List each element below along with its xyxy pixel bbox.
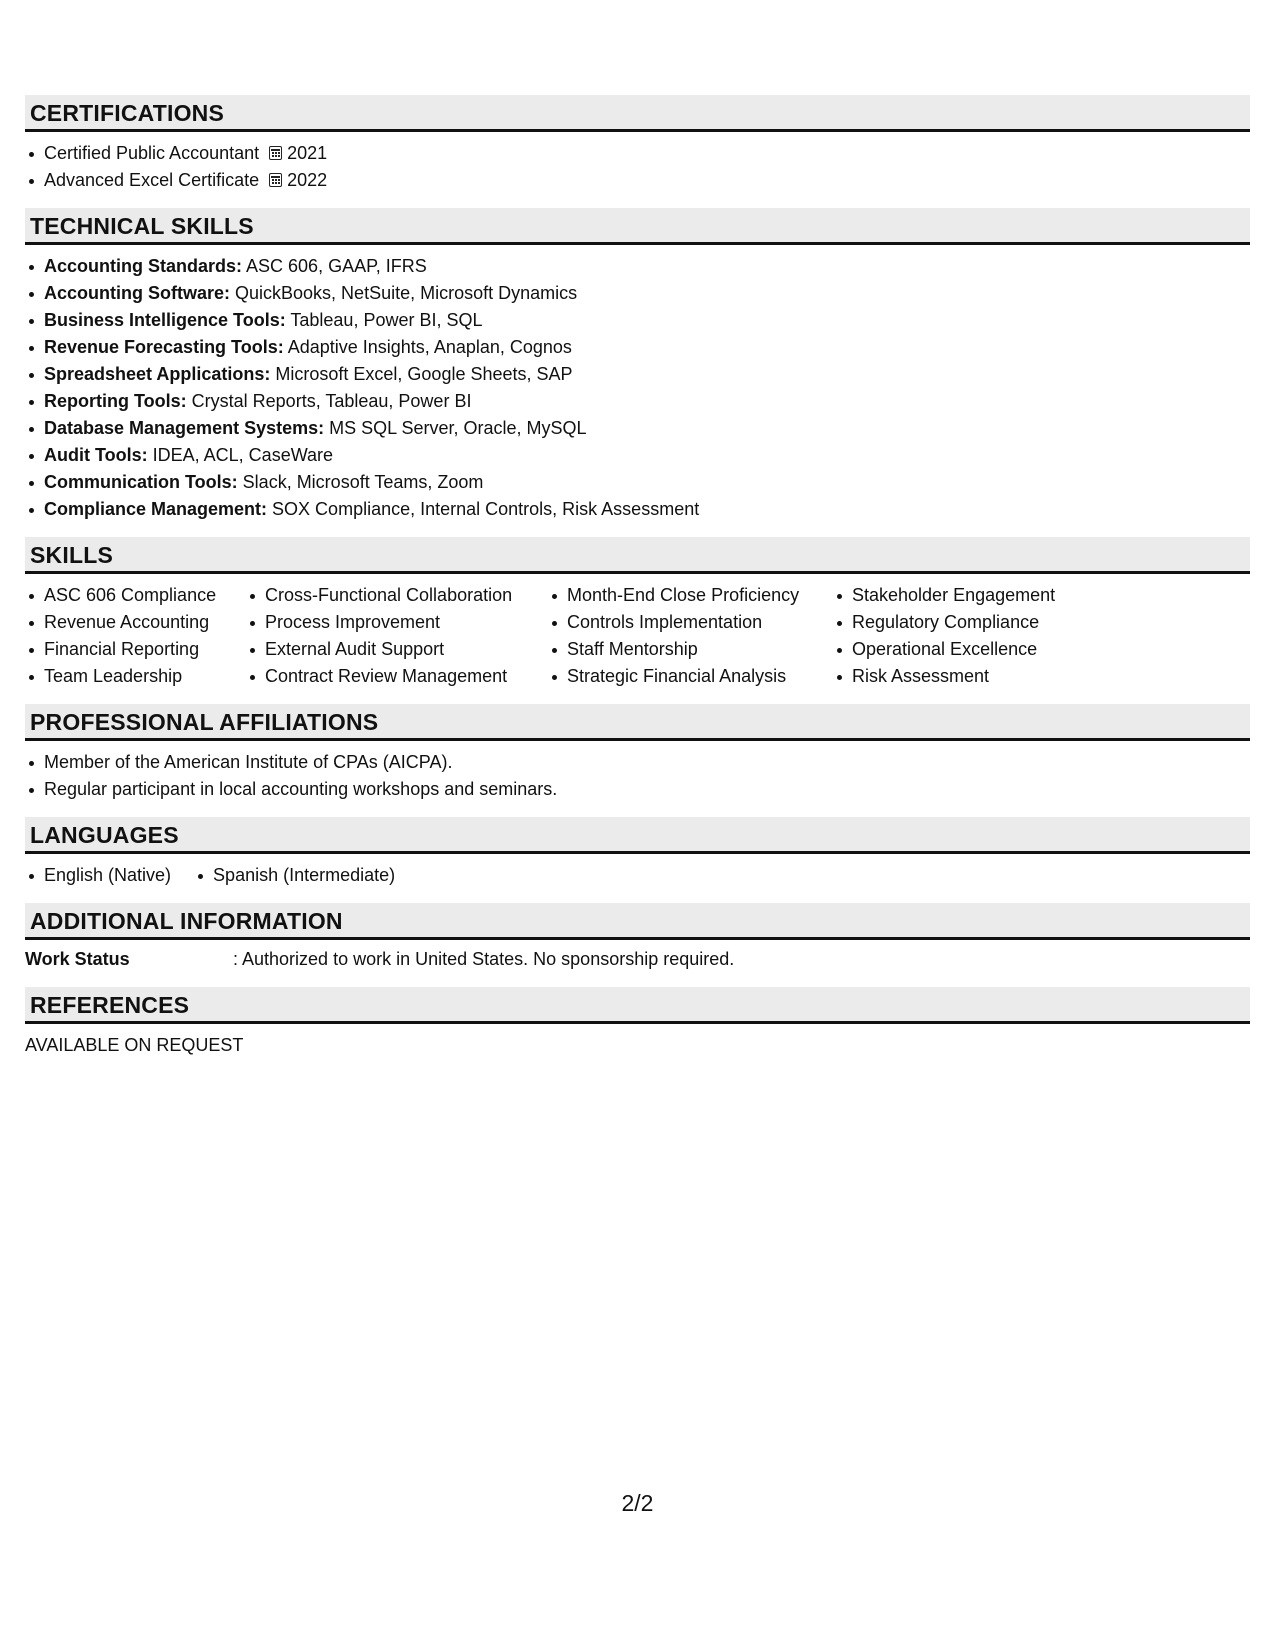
affiliation-item: Regular participant in local accounting workshops and seminars. [25,776,1250,803]
technical-skill-label: Audit Tools: [44,445,148,465]
technical-skill-label: Accounting Standards: [44,256,243,276]
technical-skill-item [25,334,1250,361]
affiliation-item: Member of the American Institute of CPAs (AICPA). [25,749,1250,776]
calendar-icon [269,173,282,187]
technical-skill-label: Business Intelligence Tools: [44,310,286,330]
technical-skill-item [25,388,1250,415]
skill-item: Month-End Close Proficiency [548,582,833,609]
skills-column-2 [246,582,548,690]
skills-column-3 [548,582,833,690]
certification-item [25,167,1250,194]
skill-item: ASC 606 Compliance [25,582,246,609]
technical-skill-label: Reporting Tools: [44,391,187,411]
section-header-skills: SKILLS [25,537,1250,574]
references-text: AVAILABLE ON REQUEST [25,1035,244,1055]
technical-skill-value: IDEA, ACL, CaseWare [147,445,334,465]
technical-skill-label: Accounting Software: [44,283,231,303]
technical-skill-label: Spreadsheet Applications: [44,364,271,384]
languages-list [25,854,1250,903]
technical-skill-value: ASC 606, GAAP, IFRS [242,256,427,276]
certification-item [25,140,1250,167]
section-header-technical-skills: TECHNICAL SKILLS [25,208,1250,245]
technical-skill-item [25,361,1250,388]
skill-item: Revenue Accounting [25,609,246,636]
technical-skill-item [25,280,1250,307]
certification-year: 2021 [287,143,328,163]
skill-item: External Audit Support [246,636,548,663]
work-status-row [25,940,1250,987]
section-header-additional-information: ADDITIONAL INFORMATION [25,903,1250,940]
affiliations-list [25,741,1250,817]
technical-skill-item [25,442,1250,469]
technical-skill-value: Microsoft Excel, Google Sheets, SAP [270,364,573,384]
calendar-icon [269,146,282,160]
technical-skill-value: MS SQL Server, Oracle, MySQL [324,418,587,438]
language-item: Spanish (Intermediate) [194,862,395,889]
resume-page [25,95,1250,1059]
certification-name: Certified Public Accountant [44,143,260,163]
technical-skill-item [25,415,1250,442]
technical-skill-value: QuickBooks, NetSuite, Microsoft Dynamics [230,283,578,303]
technical-skill-label: Communication Tools: [44,472,238,492]
section-header-languages: LANGUAGES [25,817,1250,854]
skill-item: Process Improvement [246,609,548,636]
skill-item: Financial Reporting [25,636,246,663]
skill-item: Regulatory Compliance [833,609,1133,636]
skill-item: Staff Mentorship [548,636,833,663]
technical-skill-value: Crystal Reports, Tableau, Power BI [186,391,472,411]
skill-item: Team Leadership [25,663,246,690]
skill-item: Operational Excellence [833,636,1133,663]
skills-column-4 [833,582,1133,690]
technical-skill-value: SOX Compliance, Internal Controls, Risk Assessment [267,499,700,519]
section-header-references: REFERENCES [25,987,1250,1024]
language-item: English (Native) [25,862,171,889]
certification-year: 2022 [287,170,328,190]
technical-skill-value: Adaptive Insights, Anaplan, Cognos [283,337,572,357]
section-header-affiliations: PROFESSIONAL AFFILIATIONS [25,704,1250,741]
technical-skills-list [25,245,1250,537]
technical-skill-item [25,496,1250,523]
work-status-value: : Authorized to work in United States. No sponsorship required. [233,949,735,969]
technical-skill-value: Tableau, Power BI, SQL [285,310,483,330]
technical-skill-item [25,307,1250,334]
skill-item: Strategic Financial Analysis [548,663,833,690]
work-status-label: Work Status [25,949,130,969]
technical-skill-label: Revenue Forecasting Tools: [44,337,284,357]
page-number: 2/2 [621,1490,654,1516]
skill-item: Cross-Functional Collaboration [246,582,548,609]
skill-item: Controls Implementation [548,609,833,636]
technical-skill-item [25,469,1250,496]
technical-skill-item [25,253,1250,280]
skill-item: Risk Assessment [833,663,1133,690]
skill-item: Contract Review Management [246,663,548,690]
skills-grid [25,574,1250,704]
technical-skill-label: Database Management Systems: [44,418,325,438]
skills-column-1 [25,582,246,690]
technical-skill-label: Compliance Management: [44,499,268,519]
technical-skill-value: Slack, Microsoft Teams, Zoom [237,472,484,492]
section-header-certifications: CERTIFICATIONS [25,95,1250,132]
certifications-list [25,132,1250,208]
certification-name: Advanced Excel Certificate [44,170,260,190]
skill-item: Stakeholder Engagement [833,582,1133,609]
